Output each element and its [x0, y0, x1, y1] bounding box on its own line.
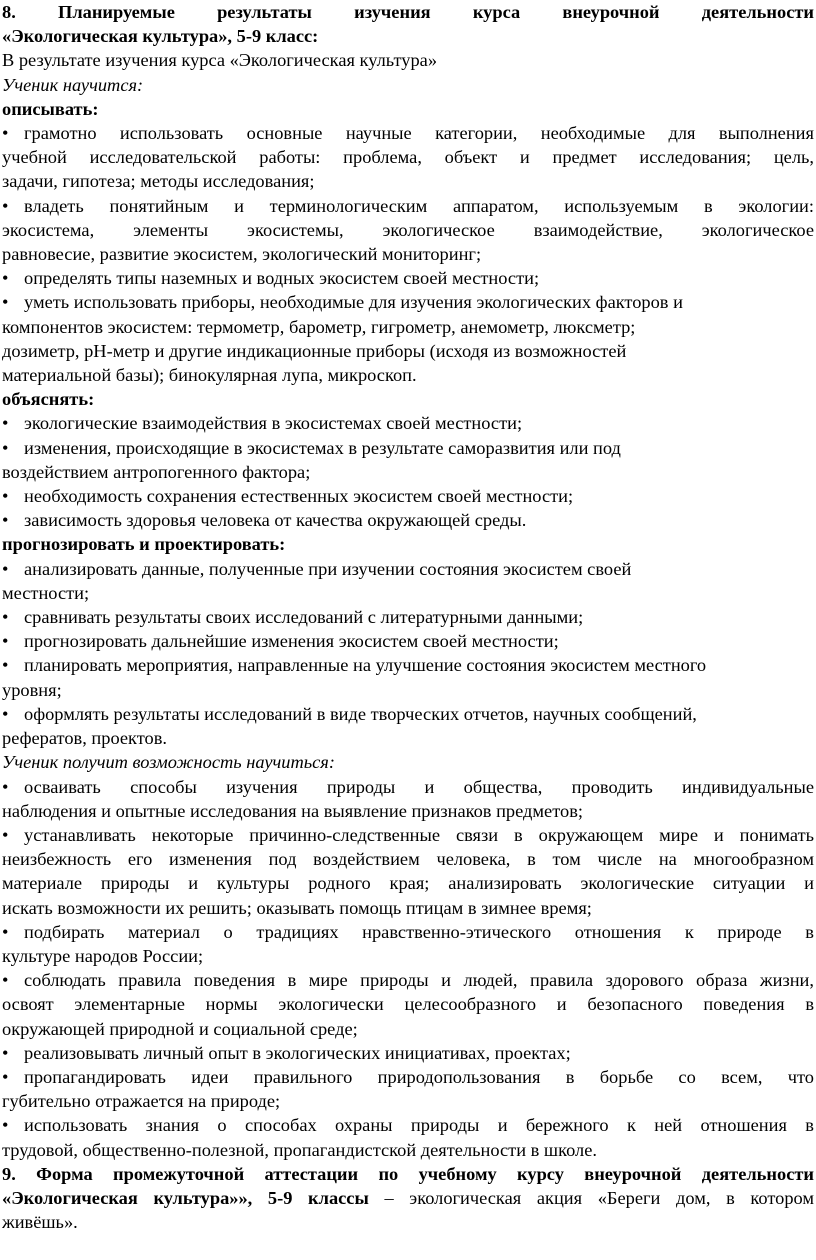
section-explain-label: объяснять:: [2, 389, 95, 410]
list-item-text: рефератов, проектов.: [2, 728, 167, 749]
bullet-icon: •: [2, 655, 9, 676]
list-item: [2, 920, 814, 968]
bullet-icon: •: [2, 607, 9, 628]
heading-8-line2: «Экологическая культура», 5-9 класс:: [2, 26, 319, 47]
bullet-icon: •: [2, 413, 9, 434]
bullet-icon: •: [2, 970, 9, 991]
list-item-text: воздействием антропогенного фактора;: [2, 461, 311, 482]
bullet-icon: •: [2, 268, 9, 289]
list-item-text: дозиметр, pH-метр и другие индикационные приборы (исходя из возможностей: [2, 340, 627, 361]
list-item-text: использовать знания о способах охраны природы и бережного к ней отношения в: [24, 1115, 814, 1136]
bullet-icon: •: [2, 1066, 9, 1087]
list-item-text: наблюдения и опытные исследования на выявление признаков предметов;: [2, 800, 583, 821]
bullet-icon: •: [2, 921, 9, 942]
bullet-icon: •: [2, 1042, 9, 1063]
list-item-text: пропагандировать идеи правильного природопользования в борьбе со всем, что: [24, 1066, 814, 1087]
list-item: [2, 968, 814, 1041]
heading-8-line1: 8. Планируемые результаты изучения курса внеурочной деятельности: [2, 2, 814, 22]
list-item: [2, 775, 814, 823]
opportunity-label: Ученик получит возможность научиться:: [2, 752, 335, 773]
list-item-text: сравнивать результаты своих исследований с литературными данными;: [24, 607, 584, 628]
bullet-icon: •: [2, 123, 9, 144]
list-item: [2, 508, 814, 532]
list-item: [2, 436, 814, 484]
list-item-text: подбирать материал о традициях нравственно-этического отношения к природе в: [24, 921, 814, 942]
list-item: [2, 194, 814, 267]
list-item: [2, 411, 814, 435]
bullet-icon: •: [2, 437, 9, 458]
bullet-icon: •: [2, 510, 9, 531]
list-item: [2, 290, 814, 387]
list-item: [2, 702, 814, 750]
list-item-text: оформлять результаты исследований в виде творческих отчетов, научных сообщений,: [24, 703, 697, 724]
heading-9-line1: 9. Форма промежуточной аттестации по учебному курсу внеурочной деятельности: [2, 1163, 814, 1184]
list-item-text: учебной исследовательской работы: проблема, объект и предмет исследования; цель,: [2, 147, 814, 168]
list-item-text: необходимость сохранения естественных экосистем своей местности;: [24, 486, 574, 507]
list-item-text: неизбежность его изменения под воздействием человека, в том числе на многообразном: [2, 849, 814, 870]
list-item-text: изменения, происходящие в экосистемах в результате саморазвития или под: [24, 437, 621, 458]
list-item-text: уровня;: [2, 679, 62, 700]
intro-text: В результате изучения курса «Экологическая культура»: [2, 50, 438, 71]
section-describe-label: описывать:: [2, 98, 99, 119]
heading-9-course-title: «Экологическая культура»», 5-9 классы: [2, 1187, 369, 1208]
list-item-text: анализировать данные, полученные при изучении состояния экосистем своей: [24, 558, 632, 579]
list-item-text: владеть понятийным и терминологическим аппаратом, используемым в экологии:: [24, 195, 814, 216]
bullet-icon: •: [2, 292, 9, 313]
list-item-text: устанавливать некоторые причинно-следственные связи в окружающем мире и понимать: [24, 824, 814, 845]
list-item-text: окружающей природной и социальной среде;: [2, 1018, 358, 1039]
list-item-text: планировать мероприятия, направленные на улучшение состояния экосистем местного: [24, 655, 707, 676]
list-item-text: трудовой, общественно-полезной, пропагандистской деятельности в школе.: [2, 1139, 597, 1160]
bullet-icon: •: [2, 195, 9, 216]
list-item-text: задачи, гипотеза; методы исследования;: [2, 171, 315, 192]
list-item: [2, 1065, 814, 1113]
list-item-text: экосистема, элементы экосистемы, экологическое взаимодействие, экологическое: [2, 219, 814, 240]
list-item-text: соблюдать правила поведения в мире природы и людей, правила здорового образа жизни,: [24, 970, 814, 991]
bullet-icon: •: [2, 558, 9, 579]
list-item-text: осваивать способы изучения природы и общества, проводить индивидуальные: [24, 776, 814, 797]
list-item: [2, 1041, 814, 1065]
list-item-text: искать возможности их решить; оказывать помощь птицам в зимнее время;: [2, 897, 592, 918]
section-forecast-label: прогнозировать и проектировать:: [2, 534, 286, 555]
list-item-text: компонентов экосистем: термометр, барометр, гигрометр, анемометр, люксметр;: [2, 316, 636, 337]
list-item: [2, 823, 814, 920]
list-item: [2, 557, 814, 605]
bullet-icon: •: [2, 776, 9, 797]
list-item: [2, 605, 814, 629]
bullet-icon: •: [2, 1115, 9, 1136]
list-item: [2, 653, 814, 701]
bullet-icon: •: [2, 486, 9, 507]
list-item-text: губительно отражается на природе;: [2, 1091, 281, 1112]
list-item-text: грамотно использовать основные научные категории, необходимые для выполнения: [24, 123, 814, 144]
list-item-text: освоят элементарные нормы экологически целесообразного и безопасного поведения в: [2, 994, 814, 1015]
list-item: [2, 266, 814, 290]
bullet-icon: •: [2, 703, 9, 724]
bullet-icon: •: [2, 631, 9, 652]
list-item-text: уметь использовать приборы, необходимые для изучения экологических факторов и: [24, 292, 683, 313]
list-item-text: экологические взаимодействия в экосистемах своей местности;: [24, 413, 523, 434]
list-item-text: материале природы и культуры родного края; анализировать экологические ситуации и: [2, 873, 814, 894]
list-item-text: местности;: [2, 582, 90, 603]
heading-9-line3: живёшь».: [2, 1212, 78, 1233]
list-item-text: прогнозировать дальнейшие изменения экосистем своей местности;: [24, 631, 559, 652]
list-item-text: равновесие, развитие экосистем, экологический мониторинг;: [2, 244, 482, 265]
learns-label: Ученик научится:: [2, 74, 144, 95]
list-item-text: материальной базы); бинокулярная лупа, микроскоп.: [2, 365, 417, 386]
bullet-icon: •: [2, 824, 9, 845]
list-item: [2, 1113, 814, 1161]
list-item-text: зависимость здоровья человека от качества окружающей среды.: [24, 510, 527, 531]
list-item-text: культуре народов России;: [2, 945, 204, 966]
list-item: [2, 121, 814, 194]
list-item: [2, 629, 814, 653]
list-item-text: определять типы наземных и водных экосистем своей местности;: [24, 268, 540, 289]
list-item: [2, 484, 814, 508]
list-item-text: реализовывать личный опыт в экологических инициативах, проектах;: [24, 1042, 571, 1063]
heading-9-action-text: – экологическая акция «Береги дом, в котором: [368, 1187, 814, 1208]
